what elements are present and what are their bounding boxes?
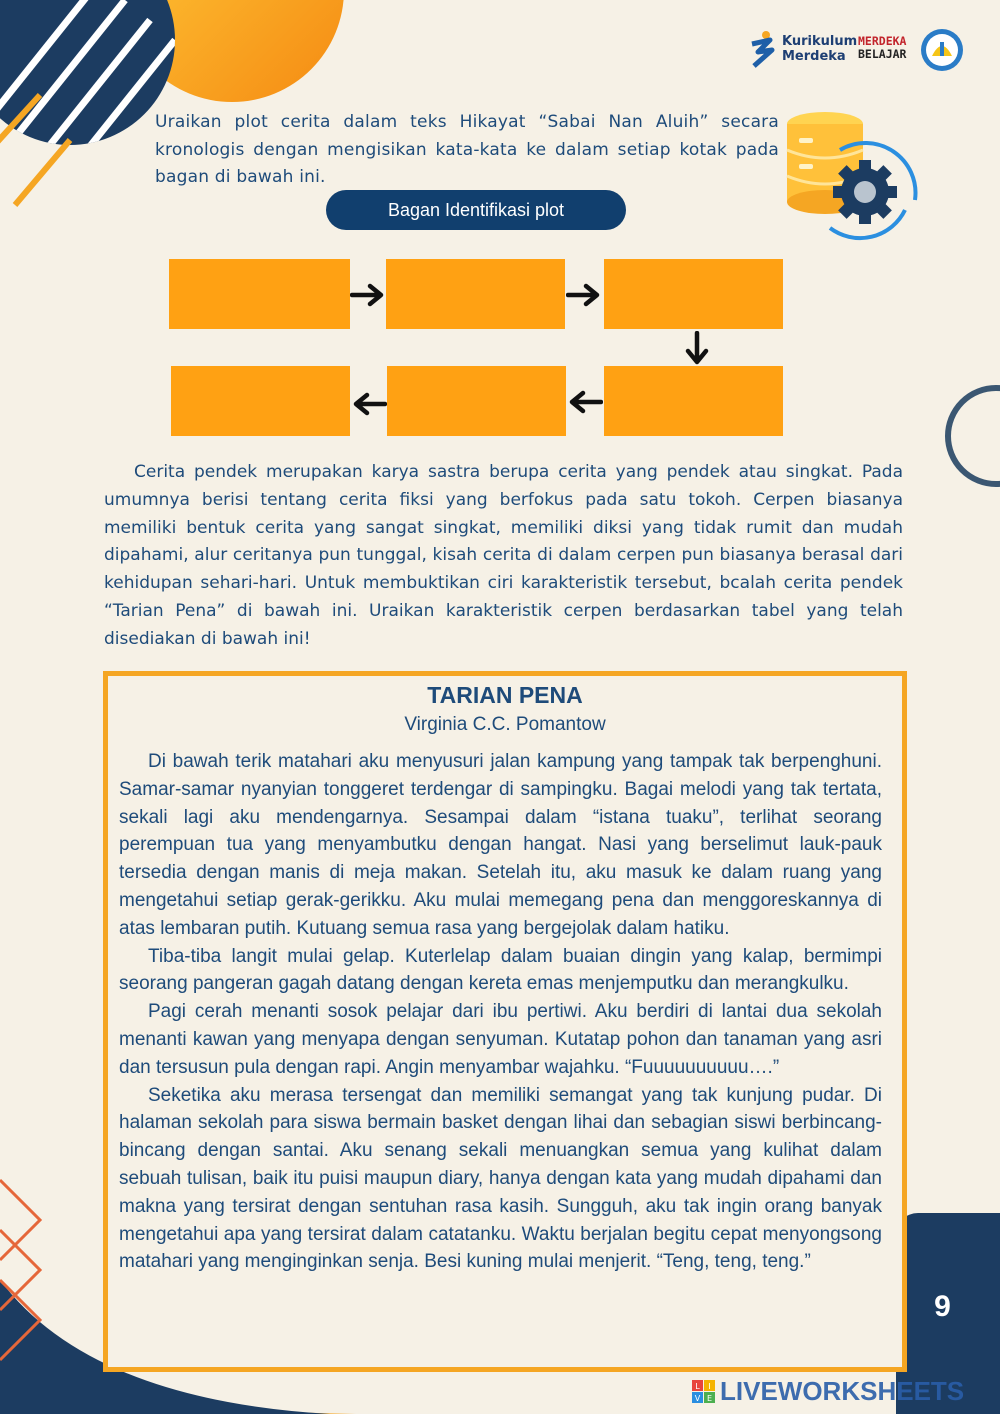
story-paragraph-2: Tiba-tiba langit mulai gelap. Kuterlelap dalam buaian dingin yang kalap, bermimpi seorang pangeran gagah datang dengan kereta emas menjemputku dan merangkulku. <box>119 945 882 995</box>
badge-letter-v: V <box>694 1393 701 1403</box>
tut-wuri-handayani-emblem <box>920 28 964 72</box>
story-paragraph-1: Di bawah terik matahari aku menyusuri jalan kampung yang tampak tak berpenghuni. Samar-samar nyanyian tonggeret terdengar di sampingku. Bagai melodi yang tak tertata, sekali lagi aku mendengarnya. Sesampai dalam “istana tuaku”, terlihat seorang perempuan tua yang menyambutku dengan hangat. Nasi yang berselimut lauk-pauk tersedia dengan manis di meja makan. Setelah itu, aku masuk ke dalam ruang yang mengetahui setiap gerak-gerikku. Aku mulai memegang pena dan menggoreskannya di atas lembaran putih. Kutuang semua rasa yang bergejolak dalam hatiku. <box>119 751 882 939</box>
arrow-left-icon <box>567 389 603 415</box>
liveworksheets-badge-icon <box>692 1380 716 1404</box>
kurikulum-line-1: Kurikulum <box>782 34 858 49</box>
page-number: 9 <box>934 1290 951 1323</box>
chart-label: Bagan Identifikasi plot <box>326 190 626 230</box>
cerpen-description: Cerita pendek merupakan karya sastra berupa cerita yang pendek atau singkat. Pada umumnya berisi tentang cerita fiksi yang berfokus pada satu tokoh. Cerpen biasanya memiliki bentuk cerita yang sangat singkat, memiliki diksi yang tidak rumit dan mudah dipahami, alur ceritanya pun tunggal, kisah cerita di dalam cerpen pun biasanya berasal dari kehidupan sehari-hari. Untuk membuktikan ciri karakteristik tersebut, bcalah cerita pendek “Tarian Pena” di bawah ini. Uraikan karakteristik cerpen berdasarkan tabel yang telah disediakan di bawah ini! <box>104 462 903 649</box>
story-text <box>119 748 882 1276</box>
badge-letter-e: E <box>706 1393 713 1403</box>
badge-letter-i: I <box>708 1381 711 1391</box>
plot-box-6[interactable] <box>171 366 350 436</box>
merdeka-belajar-logo <box>858 35 906 61</box>
merdeka-line-1: MERDEKA <box>858 34 907 48</box>
liveworksheets-watermark <box>692 1376 964 1407</box>
plot-box-2[interactable] <box>386 259 565 329</box>
story-title: TARIAN PENA <box>427 682 583 708</box>
story-paragraph-3: Pagi cerah menanti sosok pelajar dari ibu pertiwi. Aku berdiri di lantai dua sekolah menanti kawan yang menyapa dengan senyuman. Kutatap pohon dan tanaman yang asri dan tersusun pula dengan rapi. Angin menyambar wajahku. “Fuuuuuuuuuu….” <box>119 1001 882 1078</box>
kurikulum-merdeka-logo <box>748 30 857 68</box>
kurikulum-logo-icon <box>748 30 776 68</box>
plot-box-3[interactable] <box>604 259 783 329</box>
ring-decoration <box>940 383 1000 489</box>
plot-box-1[interactable] <box>169 259 350 329</box>
story-author: Virginia C.C. Pomantow <box>404 714 606 735</box>
liveworksheets-text: LIVEWORKSHEETS <box>720 1376 965 1406</box>
badge-letter-l: L <box>695 1381 700 1391</box>
plot-box-4[interactable] <box>604 366 783 436</box>
arrow-down-icon <box>684 331 710 367</box>
plot-box-5[interactable] <box>387 366 566 436</box>
arrow-left-icon <box>351 391 387 417</box>
merdeka-line-2: BELAJAR <box>858 47 907 61</box>
arrow-right-icon <box>350 282 386 308</box>
database-gear-icon <box>785 110 920 242</box>
story-paragraph-4: Seketika aku merasa tersengat dan memiliki semangat yang tak kunjung pudar. Di halaman sekolah para siswa bermain basket dengan lihai dan sebagian siswi berbincang-bincang dengan santai. Aku senang sekali menuangkan semua yang kulihat dalam sebuah tulisan, baik itu puisi maupun diary, hanya dengan kata yang mudah dipahami dan makna yang tersirat dengan sentuhan rasa kasih. Sungguh, aku tak ingin orang banyak mengetahui apa yang tersirat dalam catatanku. Waktu berjalan begitu cepat menyongsong matahari yang menginginkan senja. Besi kuning mulai menjerit. “Teng, teng, teng.” <box>119 1084 882 1273</box>
intro-instruction: Uraikan plot cerita dalam teks Hikayat “Sabai Nan Aluih” secara kronologis dengan mengisikan kata-kata ke dalam setiap kotak pada bagan di bawah ini. <box>155 112 779 187</box>
arrow-right-icon <box>566 282 602 308</box>
kurikulum-line-2: Merdeka <box>782 49 846 64</box>
